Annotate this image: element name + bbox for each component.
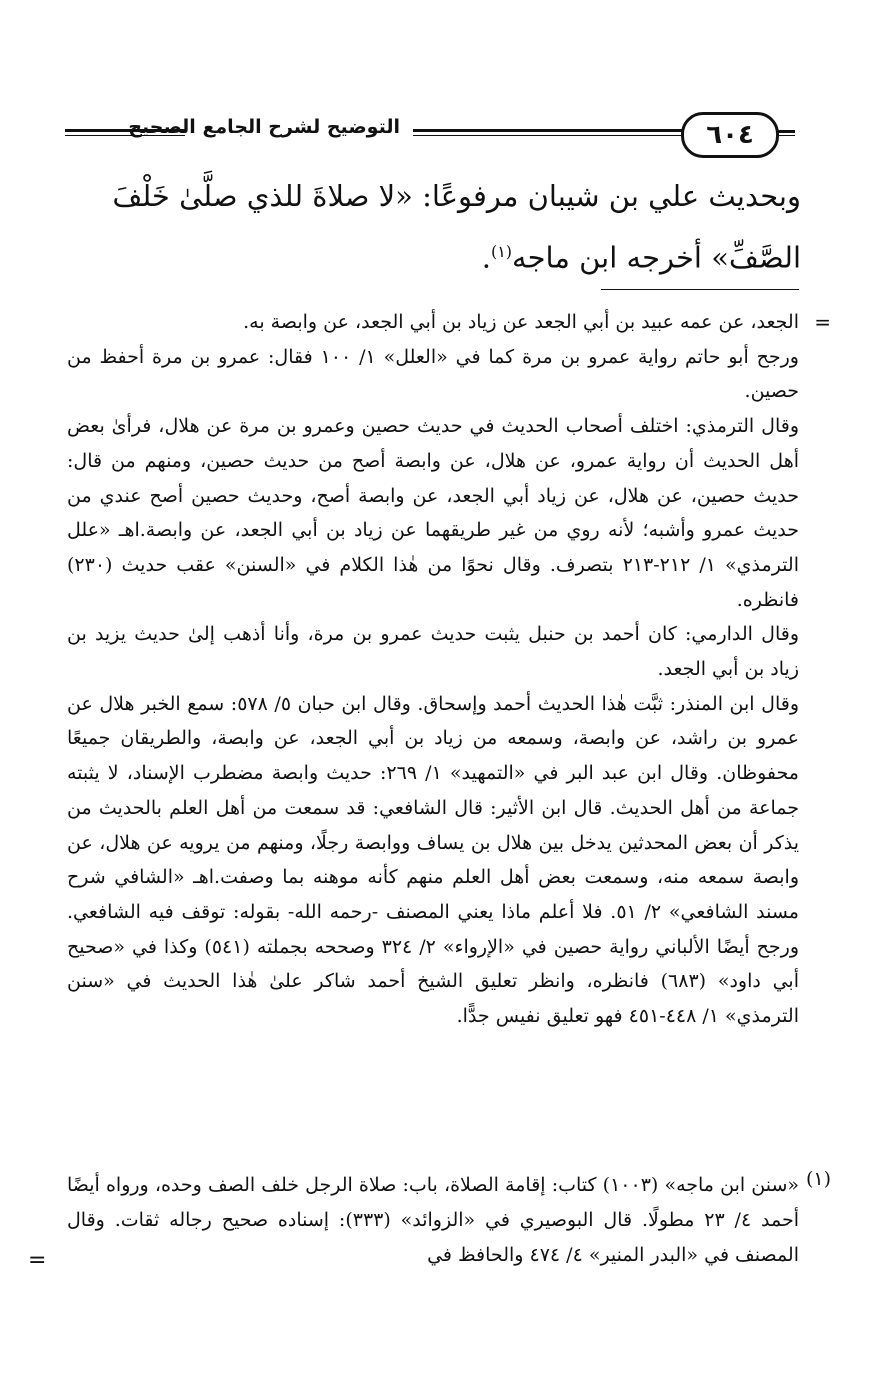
header-rule-left: [65, 135, 185, 136]
header-rule: [413, 135, 683, 136]
note-paragraph: ورجح أبو حاتم رواية عمرو بن مرة كما في «العلل» ١/ ١٠٠ فقال: عمرو بن مرة أحفظ من حصين.: [67, 345, 799, 403]
continuation-mark: =: [814, 310, 831, 334]
header-rule-left: [65, 129, 185, 132]
footnote-separator: [601, 289, 799, 290]
main-line: [71, 224, 801, 286]
main-text: [71, 168, 801, 286]
note-paragraph: وقال الدارمي: كان أحمد بن حنبل يثبت حديث عمرو بن مرة، وأنا أذهب إلىٰ حديث يزيد بن زياد بن أبي الجعد.: [67, 623, 799, 681]
continued-footnote: [67, 305, 799, 1034]
main-line-end: .: [481, 240, 491, 275]
note-paragraph: وقال الترمذي: اختلف أصحاب الحديث في حديث حصين وعمرو بن مرة عن هلال، فرأىٰ بعض أهل الحديث أن رواية عمرو، عن هلال، عن وابصة أصح من حديث حصين، ومنهم من قال: حديث حصين، عن هلال، عن زياد أبي الجعد، عن وابصة أصح، وحديث حصين أصح عندي من حديث عمرو وأشبه؛ لأنه روي من غير طريقهما عن زياد بن أبي الجعد، عن وابصة.اهـ «علل الترمذي» ١/ ٢١٢-٢١٣ بتصرف. وقال نحوًا من هٰذا الكلام في «السنن» عقب حديث (٢٣٠) فانظره.: [67, 415, 799, 611]
continuation-mark-end: =: [28, 1248, 47, 1273]
footnote-marker: (١): [805, 1168, 831, 1190]
footnote-reference: (١): [490, 242, 513, 261]
main-line: وبحديث علي بن شيبان مرفوعًا: «لا صلاةَ للذي صلَّىٰ خَلْفَ: [112, 179, 801, 213]
page-number: ٦٠٤: [681, 112, 779, 158]
main-line-text: الصَّفِّ» أخرجه ابن ماجه: [512, 240, 801, 275]
running-header: [55, 112, 795, 156]
footnote: [67, 1168, 799, 1273]
footnote-text: «سنن ابن ماجه» (١٠٠٣) كتاب: إقامة الصلاة، باب: صلاة الرجل خلف الصف وحده، ورواه أيضًا أحمد ٤/ ٢٣ مطولًا. قال البوصيري في «الزوائد» (٣٣٣): إسناده صحيح رجاله ثقات. وقال المصنف في «البدر المنير» ٤/ ٤٧٤ والحافظ في: [67, 1174, 800, 1266]
note-paragraph: وقال ابن المنذر: ثبَّت هٰذا الحديث أحمد وإسحاق. وقال ابن حبان ٥/ ٥٧٨: سمع الخبر هلال عن عمرو بن راشد، عن وابصة، وسمعه من زياد بن أبي الجعد، عن وابصة، والطريقان جميعًا محفوظان. وقال ابن عبد البر في «التمهيد» ١/ ٢٦٩: حديث وابصة مضطرب الإسناد، لا يثبته جماعة من أهل الحديث. قال ابن الأثير: قال الشافعي: قد سمعت من أهل العلم بالحديث من يذكر أن بعض المحدثين يدخل بين هلال بن يساف ووابصة رجلًا، ومنهم من يرويه عن هلال، عن وابصة سمعه منه، وسمعت بعض أهل العلم منهم كأنه موهنه بما وصفت.اهـ «الشافي شرح مسند الشافعي» ٢/ ٥١. فلا أعلم ماذا يعني المصنف -رحمه الله- بقوله: توقف فيه الشافعي. ورجح أيضًا الألباني رواية حصين في «الإرواء» ٢/ ٣٢٤ وصححه بجملته (٥٤١) وكذا في «صحيح أبي داود» (٦٨٣) فانظره، وانظر تعليق الشيخ أحمد شاكر علىٰ هٰذا الحديث في «سنن الترمذي» ١/ ٤٤٨-٤٥١ فهو تعليق نفيس جدًّا.: [67, 692, 799, 1028]
header-rule: [413, 129, 683, 132]
book-title: التوضيح لشرح الجامع الصحيح: [128, 116, 400, 138]
note-paragraph: الجعد، عن عمه عبيد بن أبي الجعد عن زياد بن أبي الجعد، عن وابصة به.: [243, 311, 799, 333]
